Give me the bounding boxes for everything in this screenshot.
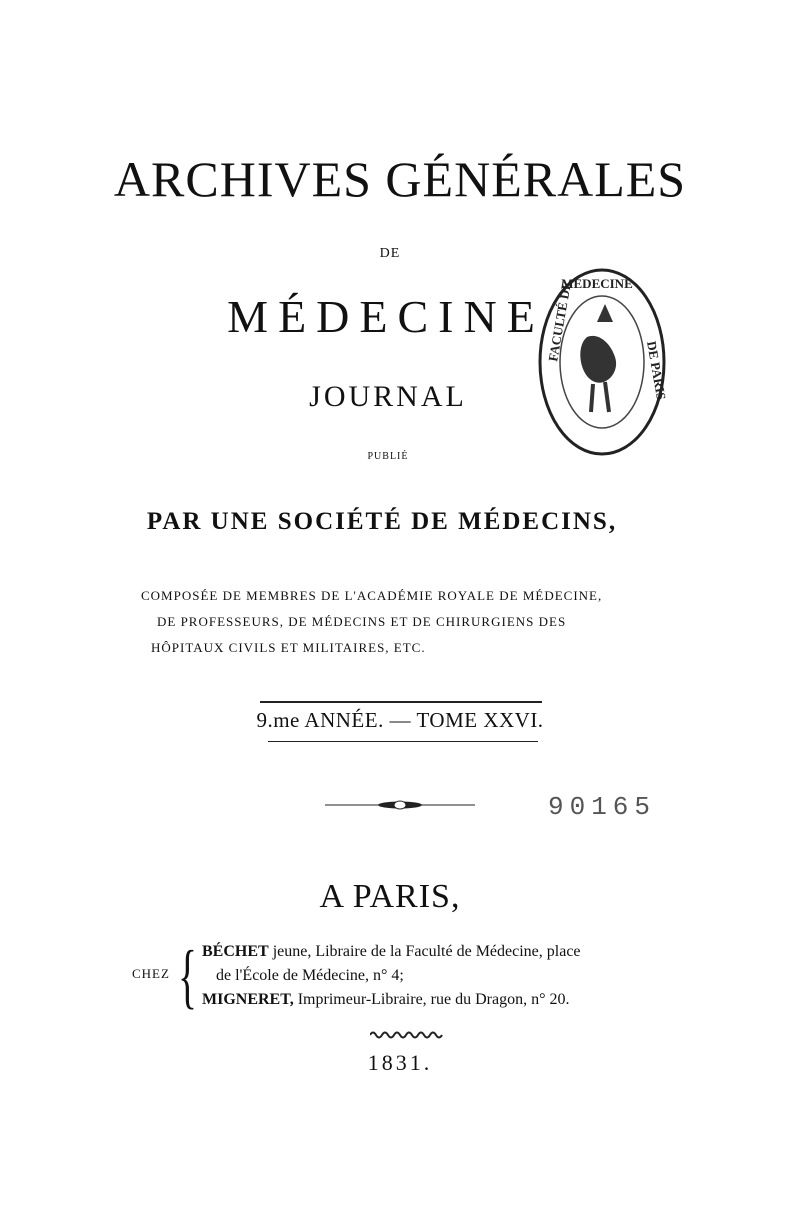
volume-line: 9.me ANNÉE. — TOME XXVI. <box>256 708 544 732</box>
title: ARCHIVES GÉNÉRALES <box>113 151 687 207</box>
wave-ornament <box>370 1030 444 1040</box>
composition-line: DE PROFESSEURS, DE MÉDECINS ET DE CHIRURGIENS DES <box>157 614 567 629</box>
composition-line: COMPOSÉE DE MEMBRES DE L'ACADÉMIE ROYALE DE MÉDECINE, <box>141 588 603 603</box>
library-seal-stamp <box>535 262 670 462</box>
title-subject: MÉDECINE <box>227 291 545 342</box>
curly-brace: { <box>178 936 198 1016</box>
city-line: A PARIS, <box>319 878 461 915</box>
publisher-name: BÉCHET <box>202 943 269 960</box>
svg-text:FACULTÉ DE: FACULTÉ DE <box>545 279 575 363</box>
publisher-detail: jeune, Libraire de la Faculté de Médecine, place <box>268 943 581 960</box>
journal-label: JOURNAL <box>309 380 467 413</box>
composition-paragraph <box>141 583 667 661</box>
printer-detail: Imprimeur-Libraire, rue du Dragon, n° 20. <box>293 991 570 1008</box>
chez-label: CHEZ <box>132 966 170 981</box>
publisher-line <box>202 940 581 964</box>
library-number-stamp: 90165 <box>548 792 657 822</box>
publication-year: 1831. <box>367 1050 433 1075</box>
publisher-line: de l'École de Médecine, n° 4; <box>216 967 404 984</box>
double-rule-top <box>260 701 542 703</box>
ornament-divider <box>325 798 475 812</box>
title-de: DE <box>379 246 401 261</box>
publie-label: PUBLIÉ <box>367 451 409 462</box>
composition-line: HÔPITAUX CIVILS ET MILITAIRES, ETC. <box>151 640 426 655</box>
svg-text:MÉDECINE: MÉDECINE <box>561 276 633 291</box>
double-rule-bottom <box>268 741 538 742</box>
publisher-block <box>202 940 581 1012</box>
publisher-line <box>202 988 581 1012</box>
society-line: PAR UNE SOCIÉTÉ DE MÉDECINS, <box>146 508 618 535</box>
svg-text:DE PARIS: DE PARIS <box>644 339 670 401</box>
printer-name: MIGNERET, <box>202 991 294 1008</box>
